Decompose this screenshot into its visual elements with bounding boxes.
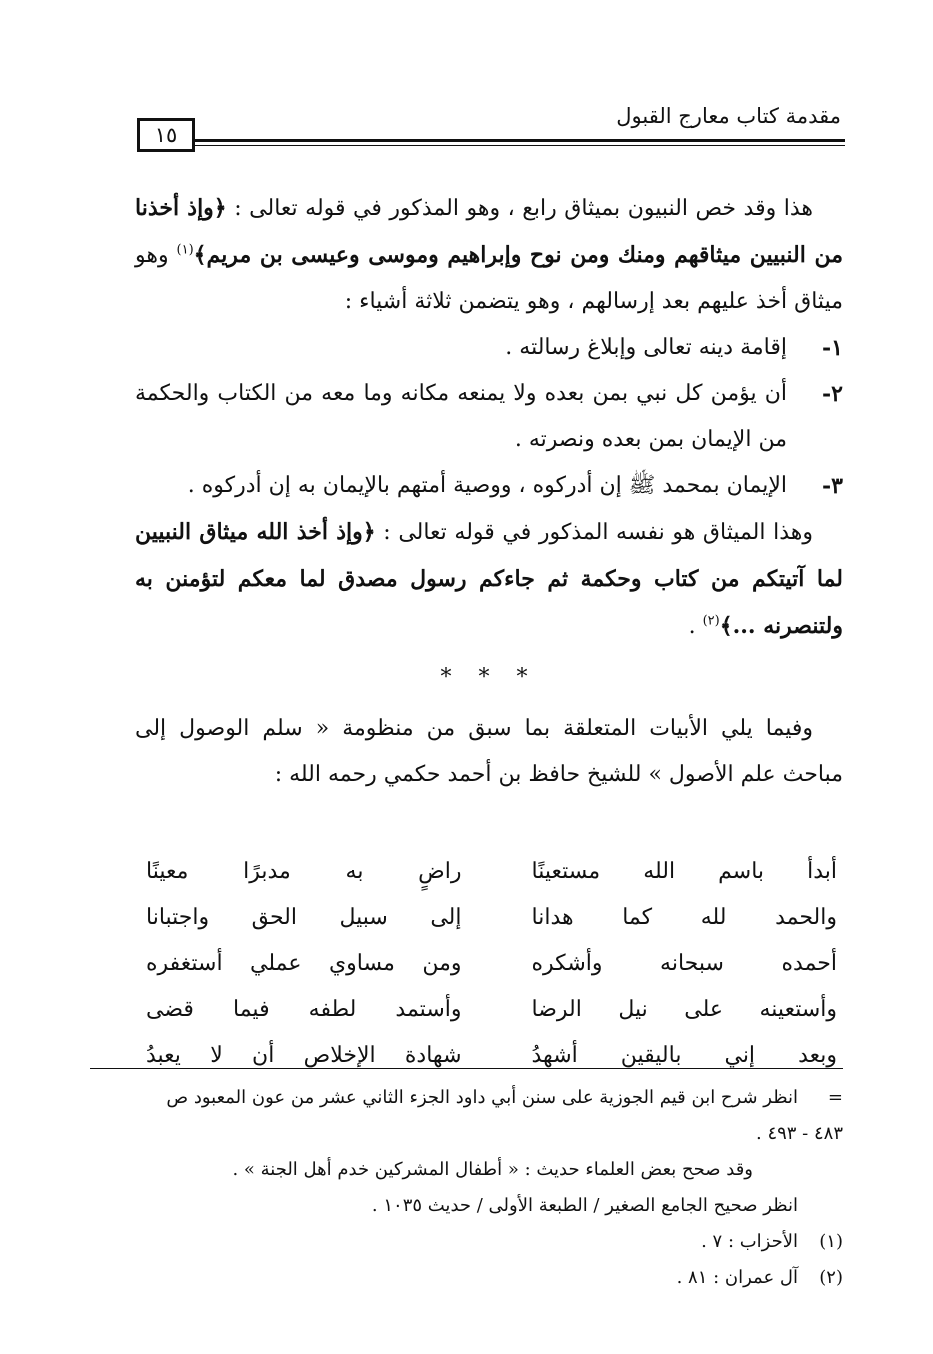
continuation-mark: =	[827, 1087, 843, 1108]
footnote-separator	[90, 1068, 843, 1069]
quran-quote: ﴿وإذ أخذ الله ميثاق النبيين لما آتيتكم من كتاب وحكمة ثم جاءكم رسول مصدق لما معكم لتؤمنن به ولتنصرنه ...﴾	[135, 519, 843, 639]
text-run: وهذا الميثاق هو نفسه المذكور في قوله تعالى :	[375, 520, 814, 545]
list-item	[135, 463, 843, 509]
footnote-ref: (١)	[176, 242, 194, 258]
footnotes	[135, 1080, 843, 1296]
section-separator: * * *	[440, 665, 538, 690]
text-run: .	[688, 614, 703, 639]
footnote-line: انظر صحيح الجامع الصغير / الطبعة الأولى / حديث ١٠٣٥ .	[371, 1195, 798, 1216]
page-number: ١٥	[137, 118, 195, 152]
list-number: ١-	[822, 335, 843, 361]
paragraph-poem-intro: وفيما يلي الأبيات المتعلقة بما سبق من منظومة « سلم الوصول إلى مباحث علم الأصول » للشيخ حافظ بن أحمد حكمي رحمه الله :	[135, 716, 843, 787]
text-run: وهو ميثاق أخذ عليهم بعد إرسالهم ، وهو يتضمن ثلاثة أشياء :	[135, 243, 843, 314]
poem-verse	[140, 848, 843, 894]
poem-verse	[140, 986, 843, 1032]
poem-verse	[140, 894, 843, 940]
paragraph-fourth-covenant	[135, 185, 843, 325]
verse-second-hemistich: وأستمد لطفه فيما قضى	[146, 996, 462, 1022]
footnote-text: انظر شرح ابن قيم الجوزية على سنن أبي داود الجزء الثاني عشر من عون المعبود ص ٤٨٣ - ٤٩٣ .	[166, 1087, 843, 1144]
list-item	[135, 325, 843, 371]
poem-verse	[140, 1032, 843, 1078]
footnote-text: آل عمران : ٨١ .	[676, 1267, 798, 1288]
verse-first-hemistich: أحمده سبحانه وأشكره	[531, 950, 837, 976]
list-number: ٣-	[822, 473, 843, 499]
paragraph-covenant-verse	[135, 509, 843, 650]
footnote-text: الأحزاب : ٧ .	[701, 1231, 798, 1252]
list-item-text: أن يؤمن كل نبي بمن بعده ولا يمنعه مكانه وما معه من الكتاب والحكمة من الإيمان بمن بعده ونصرته .	[135, 381, 787, 452]
list-item-text: الإيمان بمحمد ﷺ إن أدركوه ، ووصية أمتهم بالإيمان به إن أدركوه .	[187, 473, 787, 498]
footnote-2	[135, 1260, 843, 1296]
running-header-title: مقدمة كتاب معارج القبول	[616, 104, 841, 128]
header-rule-thick	[195, 139, 845, 142]
verse-first-hemistich: أبدأ باسم الله مستعينًا	[531, 858, 837, 884]
verse-second-hemistich: شهادة الإخلاص أن لا يعبدُ	[146, 1042, 462, 1068]
verse-second-hemistich: ومن مساوي عملي أستغفره	[146, 950, 462, 976]
header-rule-thin	[195, 145, 845, 146]
text-run: هذا وقد خص النبيون بميثاق رابع ، وهو المذكور في قوله تعالى :	[226, 196, 813, 221]
verse-second-hemistich: راضٍ به مدبرًا معينًا	[146, 858, 462, 884]
verse-second-hemistich: إلى سبيل الحق واجتبانا	[146, 904, 462, 930]
poem-verse	[140, 940, 843, 986]
verse-first-hemistich: وبعد إني باليقين أشهدُ	[531, 1042, 837, 1068]
list-number: ٢-	[822, 381, 843, 407]
footnote-line: وقد صحح بعض العلماء حديث : « أطفال المشركين خدم أهل الجنة » .	[232, 1159, 753, 1180]
verse-first-hemistich: والحمد لله كما هدانا	[531, 904, 837, 930]
list-item	[135, 371, 843, 463]
footnote-1	[135, 1224, 843, 1260]
poem-block	[140, 848, 843, 1078]
list-item-text: إقامة دينه تعالى وإبلاغ رسالته .	[505, 335, 787, 360]
footnote-number: (٢)	[819, 1267, 843, 1288]
verse-first-hemistich: وأستعينه على نيل الرضا	[531, 996, 837, 1022]
footnote-ref: (٢)	[702, 613, 720, 629]
footnote-continuation	[135, 1080, 843, 1152]
quran-quote: ﴿وإذ أخذنا من النبيين ميثاقهم ومنك ومن نوح وإبراهيم وموسى وعيسى بن مريم﴾	[135, 195, 843, 268]
main-text	[135, 185, 843, 798]
footnote-number: (١)	[819, 1231, 843, 1252]
